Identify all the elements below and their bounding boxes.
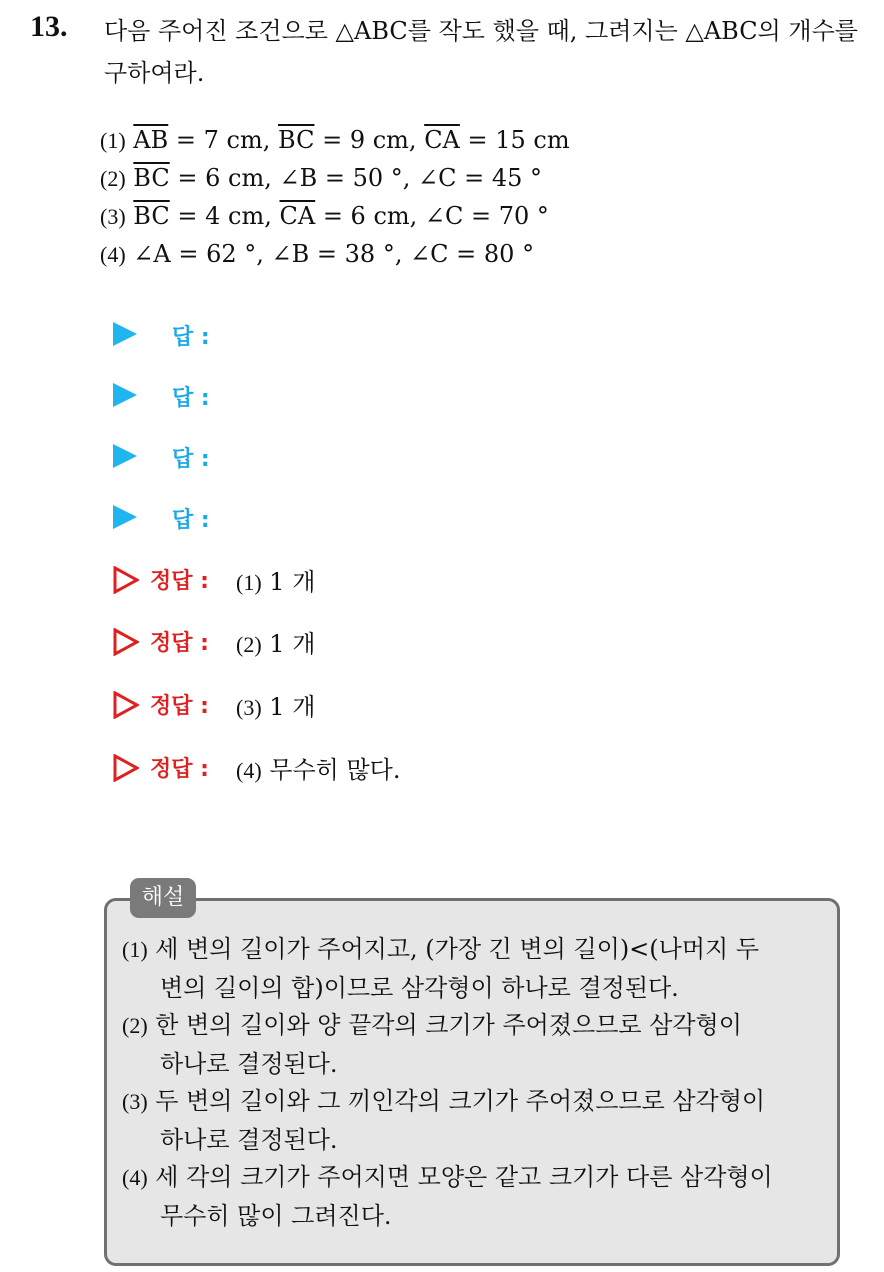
explanation-number: (3) <box>122 1089 148 1114</box>
condition-label: (1) <box>100 128 126 153</box>
triangle-outline-icon <box>113 754 139 782</box>
triangle-outline-icon <box>113 566 139 594</box>
correct-label: 정답 : <box>150 631 209 656</box>
answer-number: (3) <box>236 695 262 720</box>
triangle-outline-icon <box>113 628 139 656</box>
explanation-number: (4) <box>122 1165 148 1190</box>
segment-ab: $\overline{AB}$ <box>133 126 169 154</box>
answer-value: 1 개 <box>269 693 316 721</box>
condition-label: (4) <box>100 242 126 267</box>
condition-text: = 6 cm, ∠B = 50 °, ∠C = 45 ° <box>169 164 543 192</box>
segment-bc: $\overline{BC}$ <box>133 164 170 192</box>
condition-text: = 6 cm, ∠C = 70 ° <box>315 202 549 230</box>
answer-number: (4) <box>236 758 262 783</box>
condition-text: = 4 cm, <box>169 202 280 230</box>
correct-answer-2 <box>236 624 315 659</box>
correct-answer-1 <box>236 562 315 597</box>
answer-label: 답 : <box>172 325 210 350</box>
explanation-item-4 <box>122 1158 822 1235</box>
answer-number: (1) <box>236 570 262 595</box>
explanation-line: 한 변의 길이와 양 끝각의 크기가 주어졌으므로 삼각형이 <box>155 1011 742 1039</box>
condition-label: (3) <box>100 204 126 229</box>
condition-3 <box>100 202 549 230</box>
segment-bc: $\overline{BC}$ <box>278 126 315 154</box>
answer-label: 답 : <box>172 447 210 472</box>
answer-blank-2[interactable] <box>236 379 636 413</box>
segment-ca: $\overline{CA}$ <box>424 126 460 154</box>
explanation-line: 두 변의 길이와 그 끼인각의 크기가 주어졌으므로 삼각형이 <box>155 1087 766 1115</box>
explanation-item-2 <box>122 1006 822 1083</box>
question-number: 13. <box>30 10 68 43</box>
correct-label: 정답 : <box>150 569 209 594</box>
answer-label: 답 : <box>172 386 210 411</box>
explanation-number: (1) <box>122 937 148 962</box>
segment-bc: $\overline{BC}$ <box>133 202 170 230</box>
answer-blank-1[interactable] <box>236 318 636 352</box>
triangle-outline-icon <box>113 691 139 719</box>
correct-answer-4 <box>236 750 400 785</box>
condition-text: = 7 cm, <box>168 126 278 154</box>
explanation-item-3 <box>122 1082 822 1159</box>
correct-label: 정답 : <box>150 694 209 719</box>
explanation-line: 세 각의 크기가 주어지면 모양은 같고 크기가 다른 삼각형이 <box>155 1163 773 1191</box>
segment-ca: $\overline{CA}$ <box>279 202 316 230</box>
condition-text: ∠A = 62 °, ∠B = 38 °, ∠C = 80 ° <box>133 240 535 268</box>
answer-value: 1 개 <box>269 630 316 658</box>
answer-value: 무수히 많다. <box>269 756 401 784</box>
correct-label: 정답 : <box>150 757 209 782</box>
answer-value: 1 개 <box>269 568 316 596</box>
condition-text: = 9 cm, <box>314 126 425 154</box>
condition-text: = 15 cm <box>459 126 570 154</box>
condition-label: (2) <box>100 166 126 191</box>
explanation-line: 무수히 많이 그려진다. <box>160 1202 392 1230</box>
play-arrow-icon <box>113 383 137 407</box>
answer-label: 답 : <box>172 508 210 533</box>
question-text: 다음 주어진 조건으로 △ABC를 작도 했을 때, 그려지는 △ABC의 개수를 구하여라. <box>104 17 858 87</box>
condition-4 <box>100 240 534 268</box>
play-arrow-icon <box>113 505 137 529</box>
explanation-item-1 <box>122 930 822 1007</box>
answer-number: (2) <box>236 632 262 657</box>
answer-blank-3[interactable] <box>236 440 636 474</box>
explanation-number: (2) <box>122 1013 148 1038</box>
explanation-line: 변의 길이의 합)이므로 삼각형이 하나로 결정된다. <box>160 974 679 1002</box>
play-arrow-icon <box>113 322 137 346</box>
explanation-line: 하나로 결정된다. <box>160 1126 338 1154</box>
explanation-title: 해설 <box>130 878 196 918</box>
explanation-line: 하나로 결정된다. <box>160 1050 338 1078</box>
play-arrow-icon <box>113 444 137 468</box>
condition-2 <box>100 164 542 192</box>
correct-answer-3 <box>236 687 315 722</box>
condition-1 <box>100 126 570 154</box>
explanation-line: 세 변의 길이가 주어지고, (가장 긴 변의 길이)<(나머지 두 <box>155 935 760 963</box>
answer-blank-4[interactable] <box>236 501 636 535</box>
